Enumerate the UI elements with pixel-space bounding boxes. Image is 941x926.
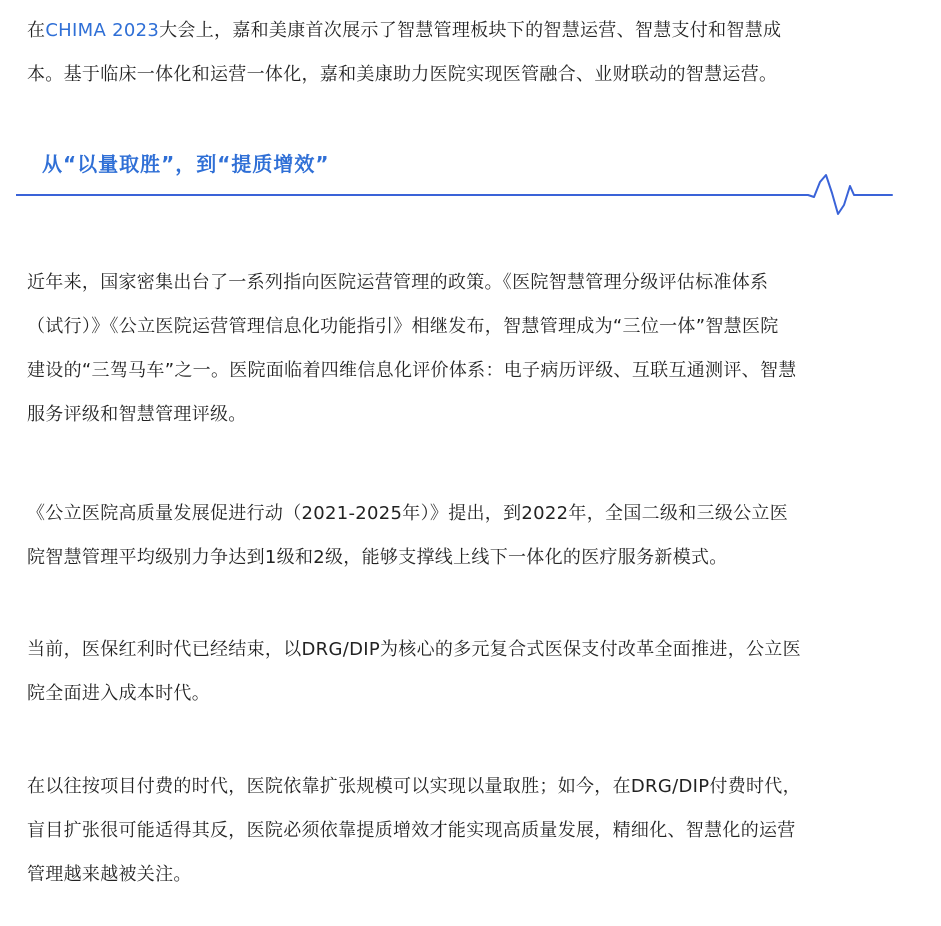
intro-line-2: 本。基于临床一体化和运营一体化，嘉和美康助力医院实现医管融合、业财联动的智慧运营。 <box>27 64 778 85</box>
action-plan-paragraph <box>27 492 919 580</box>
paragraph-line: 《公立医院高质量发展促进行动（2021-2025年）》提出，到2022年，全国二级和三级公立医 <box>27 503 789 524</box>
heartbeat-divider <box>16 170 896 220</box>
paragraph-line: （试行）》《公立医院运营管理信息化功能指引》相继发布，智慧管理成为“三位一体”智慧医院 <box>27 316 779 337</box>
intro-paragraph <box>27 9 919 97</box>
section-heading: 从“以量取胜”，到“提质增效” <box>42 152 330 176</box>
payment-era-paragraph <box>27 765 919 897</box>
paragraph-line: 院全面进入成本时代。 <box>27 683 210 704</box>
heartbeat-line <box>16 175 892 214</box>
policy-paragraph <box>27 261 919 437</box>
paragraph-line: 当前，医保红利时代已经结束，以DRG/DIP为核心的多元复合式医保支付改革全面推进，公立医 <box>27 639 801 660</box>
intro-line-1-rest: 大会上，嘉和美康首次展示了智慧管理板块下的智慧运营、智慧支付和智慧成 <box>159 20 782 41</box>
paragraph-line: 院智慧管理平均级别力争达到1级和2级，能够支撑线上线下一体化的医疗服务新模式。 <box>27 547 728 568</box>
paragraph-line: 建设的“三驾马车”之一。医院面临着四维信息化评价体系：电子病历评级、互联互通测评、智慧 <box>27 360 797 381</box>
intro-prefix: 在 <box>27 20 46 41</box>
paragraph-line: 服务评级和智慧管理评级。 <box>27 404 247 425</box>
cost-era-paragraph <box>27 628 919 716</box>
intro-line-1 <box>27 9 919 53</box>
paragraph-line: 在以往按项目付费的时代，医院依靠扩张规模可以实现以量取胜；如今，在DRG/DIP付费时代， <box>27 776 801 797</box>
paragraph-line: 管理越来越被关注。 <box>27 864 192 885</box>
paragraph-line: 盲目扩张很可能适得其反，医院必须依靠提质增效才能实现高质量发展，精细化、智慧化的运营 <box>27 820 796 841</box>
event-name-highlight: CHIMA 2023 <box>45 20 160 41</box>
paragraph-line: 近年来，国家密集出台了一系列指向医院运营管理的政策。《医院智慧管理分级评估标准体系 <box>27 272 769 293</box>
